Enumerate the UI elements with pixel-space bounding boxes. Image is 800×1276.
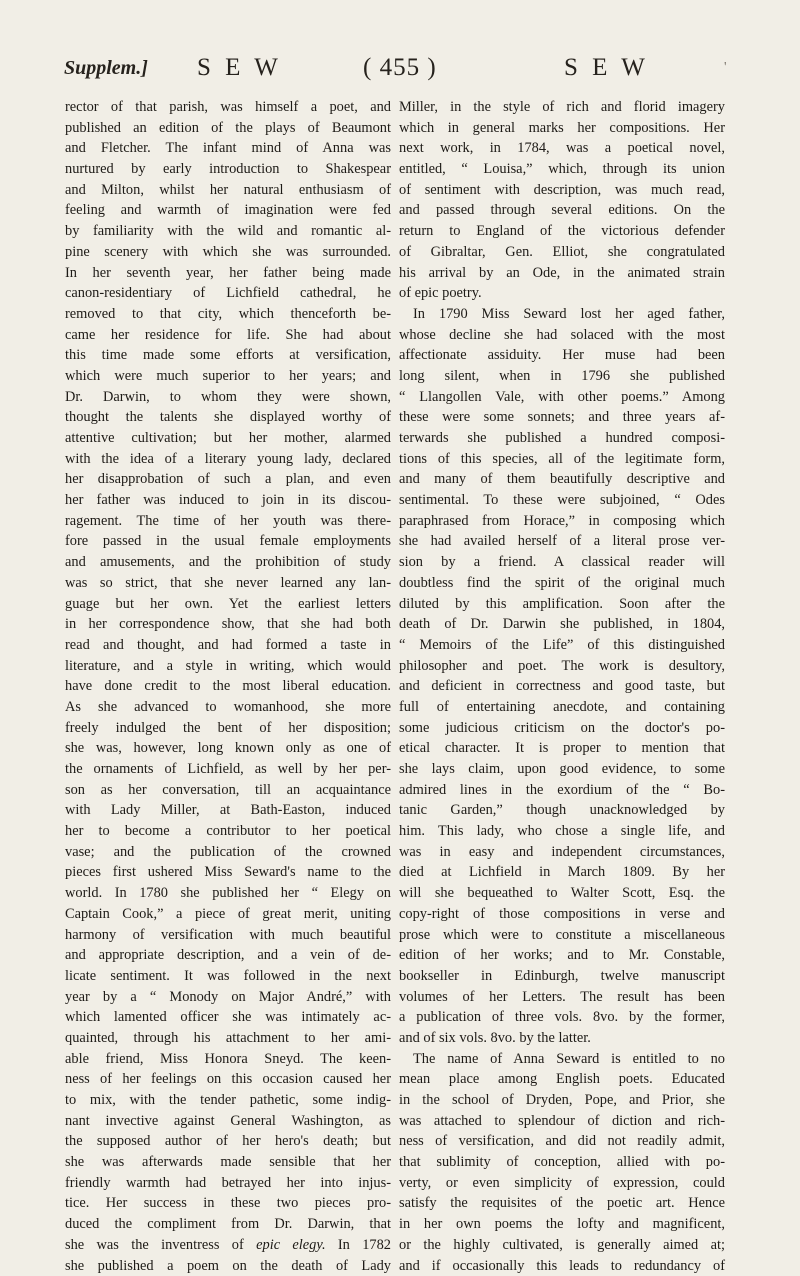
- text-line: affectionate assiduity. Her muse had been: [399, 345, 725, 366]
- stray-mark: ': [724, 48, 727, 88]
- text-line: have done credit to the most liberal education.: [65, 676, 391, 697]
- text-line: and Milton, whilst her natural enthusiasm of: [65, 180, 391, 201]
- text-line: As she advanced to womanhood, she more: [65, 697, 391, 718]
- text-line: canon-residentiary of Lichfield cathedral, he: [65, 283, 391, 304]
- text-line: son as her conversation, till an acquaintance: [65, 780, 391, 801]
- text-line: died at Lichfield in March 1809. By her: [399, 862, 725, 883]
- text-fragment: she was the inventress of: [65, 1237, 256, 1253]
- text-line: and Fletcher. The infant mind of Anna was: [65, 138, 391, 159]
- text-line: return to England of the victorious defender: [399, 221, 725, 242]
- text-line: and many of them beautifully descriptive and: [399, 469, 725, 490]
- text-line: was in easy and independent circumstances,: [399, 842, 725, 863]
- text-line: and deficient in correctness and good taste, but: [399, 676, 725, 697]
- text-line: ness of versification, and did not readily admit,: [399, 1131, 725, 1152]
- text-line: duced the compliment from Dr. Darwin, that: [65, 1214, 391, 1235]
- text-line: rector of that parish, was himself a poet, and: [65, 97, 391, 118]
- text-line: and amusements, and the prohibition of study: [65, 552, 391, 573]
- text-line: some judicious criticism on the doctor's po-: [399, 718, 725, 739]
- text-line: she was, however, long known only as one of: [65, 738, 391, 759]
- text-line: doubtless find the spirit of the original much: [399, 573, 725, 594]
- text-line: the ornaments of Lichfield, as well by her per-: [65, 759, 391, 780]
- text-line: nant invective against General Washington, as: [65, 1111, 391, 1132]
- text-line: vase; and the publication of the crowned: [65, 842, 391, 863]
- text-line: which in general marks her compositions. Her: [399, 118, 725, 139]
- text-line: by familiarity with the wild and romantic al-: [65, 221, 391, 242]
- text-line: harmony of versification with much beautiful: [65, 925, 391, 946]
- text-line: that sublimity of conception, allied with po-: [399, 1152, 725, 1173]
- text-line: which lamented officer she was intimately ac-: [65, 1007, 391, 1028]
- text-line: these were some sonnets; and three years af-: [399, 407, 725, 428]
- text-line: and appropriate description, and a vein of de-: [65, 945, 391, 966]
- text-line: diluted by this amplification. Soon after the: [399, 594, 725, 615]
- text-line: tions of this species, all of the legitimate form,: [399, 449, 725, 470]
- text-line: literature, and a style in writing, which would: [65, 656, 391, 677]
- running-head: [64, 48, 770, 88]
- text-line: tanic Garden,” though unacknowledged by: [399, 800, 725, 821]
- text-line: with Lady Miller, at Bath-Easton, induced: [65, 800, 391, 821]
- text-line: quainted, through his attachment to her ami-: [65, 1028, 391, 1049]
- text-line: admired lines in the exordium of the “ Bo-: [399, 780, 725, 801]
- text-line: tice. Her success in these two pieces pro-: [65, 1193, 391, 1214]
- text-line: whose decline she had solaced with the most: [399, 325, 725, 346]
- text-line: Dr. Darwin, to whom they were shown,: [65, 387, 391, 408]
- page-number: ( 455 ): [363, 48, 437, 88]
- section-label: Supplem.]: [64, 48, 148, 88]
- text-line: she had availed herself of a literal prose ver-: [399, 531, 725, 552]
- text-line: “ Llangollen Vale, with other poems.” Among: [399, 387, 725, 408]
- text-line: world. In 1780 she published her “ Elegy on: [65, 883, 391, 904]
- text-line: philosopher and poet. The work is desultory,: [399, 656, 725, 677]
- text-line: nurtured by early introduction to Shakespear: [65, 159, 391, 180]
- right-text-column: [399, 97, 725, 1276]
- text-line: removed to that city, which thenceforth be-: [65, 304, 391, 325]
- text-line: his arrival by an Ode, in the animated strain: [399, 263, 725, 284]
- right-catchword: S E W: [564, 48, 649, 88]
- text-line: copy-right of those compositions in verse and: [399, 904, 725, 925]
- text-line: in the school of Dryden, Pope, and Prior, she: [399, 1090, 725, 1111]
- text-line: etical character. It is proper to mention that: [399, 738, 725, 759]
- text-line: pine scenery with which she was surrounded.: [65, 242, 391, 263]
- text-line: of epic poetry.: [399, 283, 725, 304]
- text-line: entitled, “ Louisa,” which, through its union: [399, 159, 725, 180]
- text-line: Miller, in the style of rich and florid imagery: [399, 97, 725, 118]
- text-line: full of entertaining anecdote, and containing: [399, 697, 725, 718]
- left-text-column: [65, 97, 391, 1276]
- text-line: prose which were to constitute a miscellaneous: [399, 925, 725, 946]
- text-line: death of Dr. Darwin she published, in 1804,: [399, 614, 725, 635]
- text-line: she lays claim, upon good evidence, to some: [399, 759, 725, 780]
- text-line: or the highly cultivated, is generally aimed at;: [399, 1235, 725, 1256]
- text-line: “ Memoirs of the Life” of this distinguished: [399, 635, 725, 656]
- left-catchword: S E W: [197, 48, 282, 88]
- text-line: In her seventh year, her father being made: [65, 263, 391, 284]
- text-line: licate sentiment. It was followed in the next: [65, 966, 391, 987]
- text-line: friendly warmth had betrayed her into injus-: [65, 1173, 391, 1194]
- text-line: was attached to splendour of diction and rich-: [399, 1111, 725, 1132]
- text-line: bookseller in Edinburgh, twelve manuscript: [399, 966, 725, 987]
- text-line: paraphrased from Horace,” in composing which: [399, 511, 725, 532]
- text-line: her to become a contributor to her poetical: [65, 821, 391, 842]
- text-line: which were much superior to her years; and: [65, 366, 391, 387]
- text-line: published an edition of the plays of Beaumont: [65, 118, 391, 139]
- text-line: him. This lady, who chose a single life, and: [399, 821, 725, 842]
- text-line: and of six vols. 8vo. by the latter.: [399, 1028, 725, 1049]
- text-line: this time made some efforts at versification,: [65, 345, 391, 366]
- text-line: terwards she published a hundred composi-: [399, 428, 725, 449]
- text-line: long silent, when in 1796 she published: [399, 366, 725, 387]
- text-line: year by a “ Monody on Major André,” with: [65, 987, 391, 1008]
- text-line: [65, 1235, 391, 1256]
- text-line: with the idea of a literary young lady, declared: [65, 449, 391, 470]
- text-line: edition of her works; and to Mr. Constable,: [399, 945, 725, 966]
- text-line: and if occasionally this leads to redundancy of: [399, 1256, 725, 1276]
- text-line: fore passed in the usual female employments: [65, 531, 391, 552]
- text-line: The name of Anna Seward is entitled to no: [399, 1049, 725, 1070]
- text-line: and passed through several editions. On the: [399, 200, 725, 221]
- text-line: a publication of three vols. 8vo. by the former,: [399, 1007, 725, 1028]
- text-line: freely indulged the bent of her disposition;: [65, 718, 391, 739]
- text-line: In 1790 Miss Seward lost her aged father,: [399, 304, 725, 325]
- text-line: in her own poems the lofty and magnificent,: [399, 1214, 725, 1235]
- text-line: in her correspondence show, that she had both: [65, 614, 391, 635]
- text-line: thought the talents she displayed worthy of: [65, 407, 391, 428]
- text-line: attentive cultivation; but her mother, alarmed: [65, 428, 391, 449]
- text-line: came her residence for life. She had about: [65, 325, 391, 346]
- text-line: satisfy the requisites of the poetic art. Hence: [399, 1193, 725, 1214]
- text-line: will she bequeathed to Walter Scott, Esq. the: [399, 883, 725, 904]
- text-line: she was afterwards made sensible that her: [65, 1152, 391, 1173]
- text-line: sentimental. To these were subjoined, “ Odes: [399, 490, 725, 511]
- text-line: mean place among English poets. Educated: [399, 1069, 725, 1090]
- text-line: feeling and warmth of imagination were fed: [65, 200, 391, 221]
- text-line: was so strict, that she never learned any lan-: [65, 573, 391, 594]
- text-line: Captain Cook,” a piece of great merit, uniting: [65, 904, 391, 925]
- text-line: able friend, Miss Honora Sneyd. The keen-: [65, 1049, 391, 1070]
- text-line: her father was induced to join in its discou-: [65, 490, 391, 511]
- text-line: ness of her feelings on this occasion caused her: [65, 1069, 391, 1090]
- text-line: ragement. The time of her youth was there-: [65, 511, 391, 532]
- text-line: pieces first ushered Miss Seward's name to the: [65, 862, 391, 883]
- text-line: her disapprobation of such a plan, and even: [65, 469, 391, 490]
- text-line: to mix, with the tender pathetic, some indig-: [65, 1090, 391, 1111]
- text-fragment: In 1782: [326, 1237, 391, 1253]
- text-line: the supposed author of her hero's death; but: [65, 1131, 391, 1152]
- text-line: verty, or even simplicity of expression, could: [399, 1173, 725, 1194]
- text-line: she published a poem on the death of Lady: [65, 1256, 391, 1276]
- text-line: volumes of her Letters. The result has been: [399, 987, 725, 1008]
- text-line: of Gibraltar, Gen. Elliot, she congratulated: [399, 242, 725, 263]
- italic-phrase: epic elegy.: [256, 1237, 325, 1253]
- text-line: of sentiment with description, was much read,: [399, 180, 725, 201]
- text-line: guage but her own. Yet the earliest letters: [65, 594, 391, 615]
- text-line: sion by a friend. A classical reader will: [399, 552, 725, 573]
- text-line: read and thought, and had formed a taste in: [65, 635, 391, 656]
- text-line: next work, in 1784, was a poetical novel,: [399, 138, 725, 159]
